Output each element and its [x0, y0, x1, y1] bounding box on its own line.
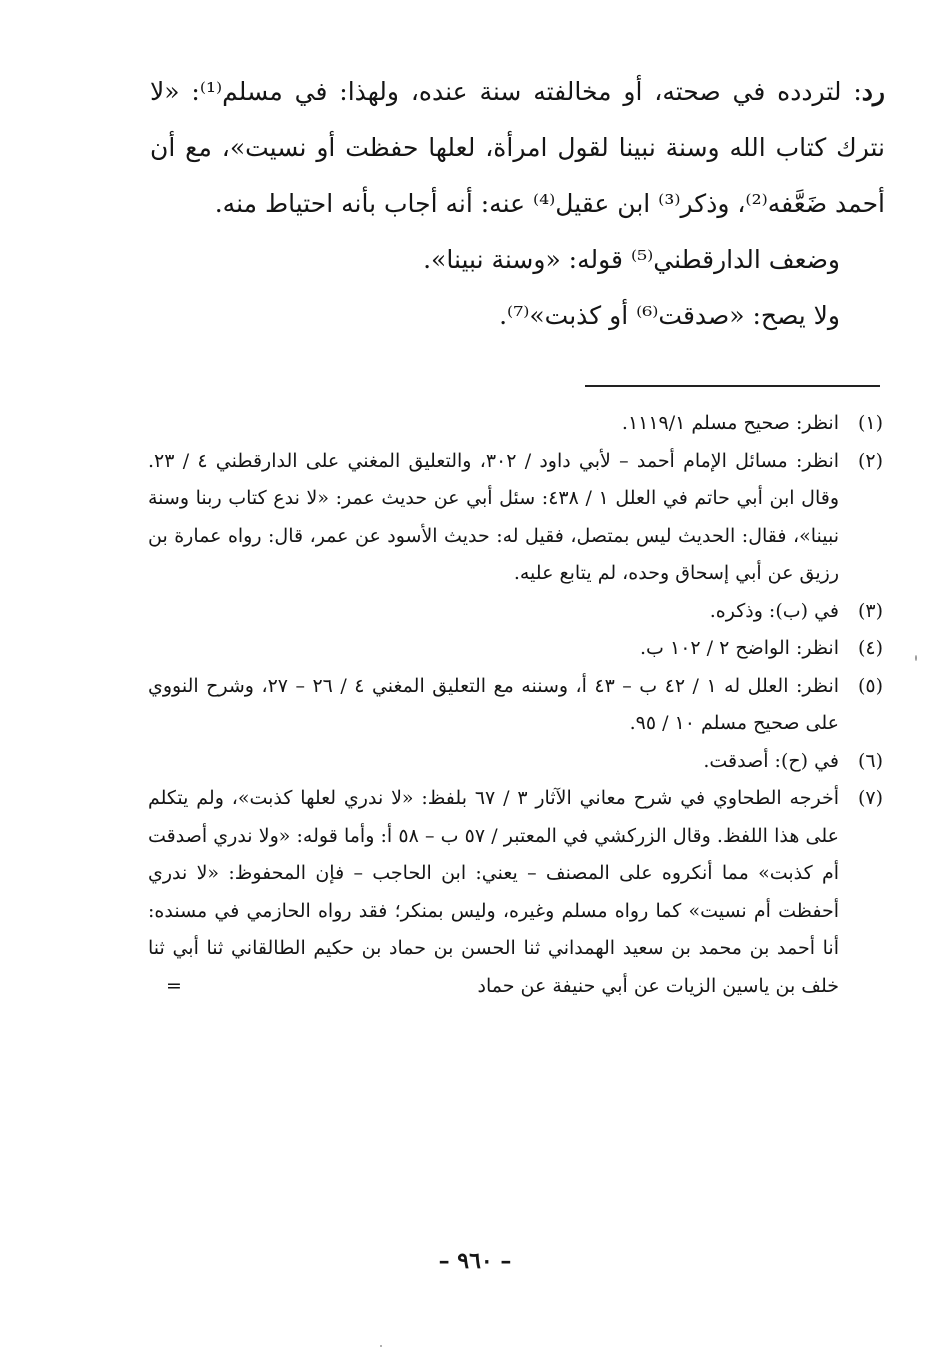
footnote-1 [148, 405, 883, 443]
footnote-text: في (ح): أصدقت. [703, 749, 839, 772]
footnote-number: (٥) [857, 674, 883, 697]
scan-speck [380, 1345, 382, 1347]
footnote-number: (٣) [857, 599, 883, 622]
main-paragraph-1 [150, 64, 885, 232]
footnote-number: (٦) [857, 749, 883, 772]
footnote-7 [148, 780, 883, 1005]
reply-lead-word: رد [861, 77, 885, 106]
footnote-text: في (ب): وذكره. [709, 599, 839, 622]
scan-speck [915, 655, 917, 661]
footnote-number: (٤) [857, 637, 883, 659]
footnote-separator-rule [585, 385, 880, 387]
footnote-number: (٢) [857, 449, 883, 472]
footnote-2 [148, 443, 883, 593]
footnote-4 [148, 630, 883, 668]
footnote-6 [148, 743, 883, 781]
main-paragraph-3: ولا يصح: «صدقت⁽⁶⁾ أو كذبت»⁽⁷⁾. [499, 301, 840, 330]
footnote-text: انظر: الواضح ٢ / ١٠٢ ب. [640, 637, 839, 659]
main-text-block [150, 64, 885, 344]
footnote-text: انظر: صحيح مسلم ١١١٩/١. [621, 412, 839, 434]
page-number: – ٩٦٠ – [438, 1248, 512, 1274]
footnote-number: (٧) [857, 787, 883, 809]
footnote-text: أخرجه الطحاوي في شرح معاني الآثار ٣ / ٦٧ بلفظ: «لا ندري لعلها كذبت»، ولم يتكلم على هذا اللفظ. وقال الزركشي في المعتبر / ٥٧ ب – ٥٨ أ: وأما قوله: «ولا ندري أصدقت أم كذبت» مما أنكروه على المصنف – يعني: ابن الحاجب – فإن المحفوظ: «لا ندري أحفظت أم نسيت» كما رواه مسلم وغيره، وليس بمنكر؛ فقد رواه الحازمي في مسنده: أنا أحمد بن محمد بن سعيد الهمداني ثنا الحسن بن حماد بن حكيم الطالقاني ثنا أبي ثنا خلف بن ياسين الزيات عن أبي حنيفة عن حماد [148, 787, 839, 997]
footnotes-block [148, 405, 883, 1005]
footnote-text: انظر: العلل له ١ / ٤٢ ب – ٤٣ أ، وسننه مع التعليق المغني ٤ / ٢٦ – ٢٧، وشرح النووي على صحيح مسلم ١٠ / ٩٥. [148, 674, 840, 734]
footnote-text: انظر: مسائل الإمام أحمد – لأبي داود / ٣٠٢، والتعليق المغني على الدارقطني ٤ / ٢٣. وقال ابن أبي حاتم في العلل ١ / ٤٣٨: سئل أبي عن حديث عمر: «لا ندع كتاب ربنا وسنة نبينا»، فقال: الحديث ليس بمتصل، فقيل له: حديث الأسود عن عمر، قال: رواه عمارة بن رزيق عن أبي إسحاق وحده، لم يتابع عليه. [148, 449, 840, 584]
footnote-5 [148, 668, 883, 743]
main-paragraph-2: وضعف الدارقطني⁽⁵⁾ قوله: «وسنة نبينا». [423, 245, 840, 274]
continuation-mark: = [166, 974, 182, 997]
footnote-number: (١) [857, 412, 883, 434]
main-paragraph-1-text: : لتردده في صحته، أو مخالفته سنة عنده، ولهذا: في مسلم⁽¹⁾: «لا نترك كتاب الله وسنة نبينا لقول امرأة، لعلها حفظت أو نسيت»، مع أن أحمد ضَعَّفه⁽²⁾، وذكر⁽³⁾ ابن عقيل⁽⁴⁾ عنه: أنه أجاب بأنه احتياط منه. [150, 77, 885, 218]
footnote-3 [148, 593, 883, 631]
